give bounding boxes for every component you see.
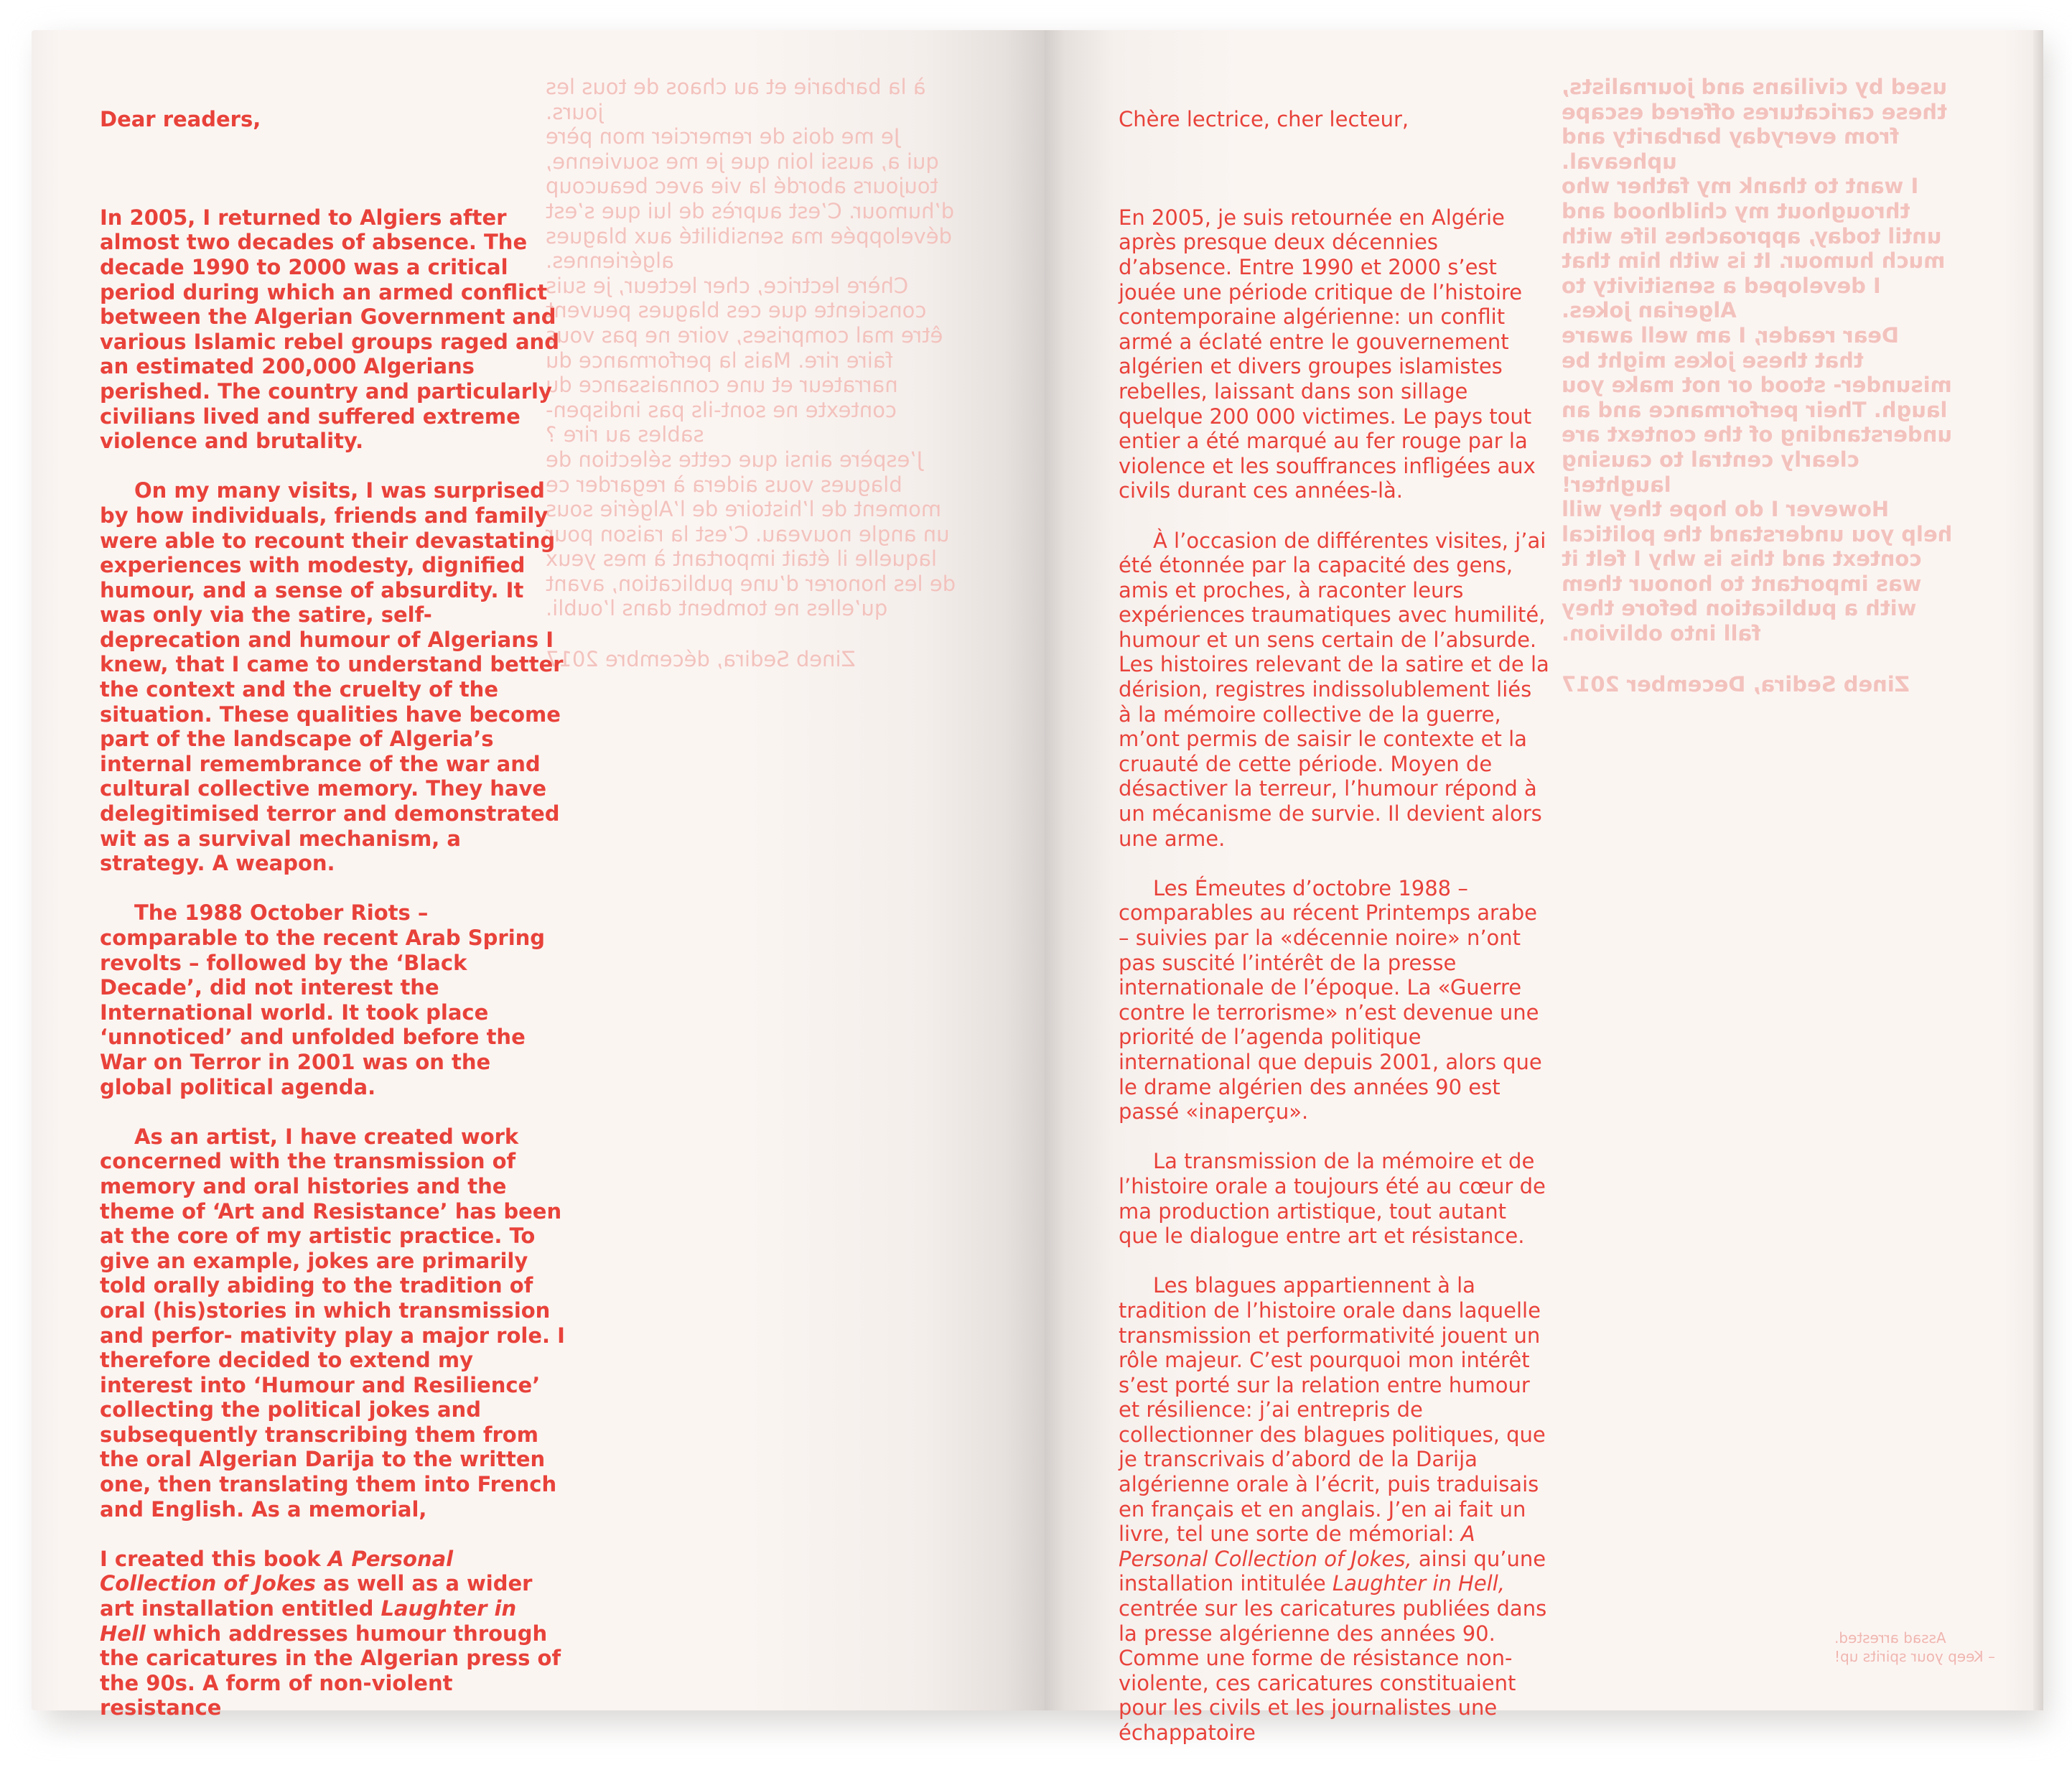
show-through-line: J’espère ainsi que cette sélection de blagues vous aidera à regarder ce moment de l’histoire de l’Algérie sous un angle nouveau. C’est la raison pour laquelle il était important à mes yeux de les honorer d’une publication, avant qu’elles ne tombent dans l’oubli. xyxy=(546,447,956,621)
english-paragraph: As an artist, I have created work concerned with the transmission of memory and oral histories and the theme of ‘Art and Resistance’ has been at the core of my artistic practice. To give an example, jokes are primarily told orally abiding to the tradition of oral (his)stories in which transmission and perfor- mativity play a major role. I therefore decided to extend my interest into ‘Humour and Resilience’ collecting the political jokes and subsequently transcribing them from the oral Algerian Darija to the written one, then translating them into French and English. As a memorial, xyxy=(100,1124,565,1522)
french-paragraph: En 2005, je suis retournée en Algérie après presque deux décennies d’absence. Entre 1990 et 2000 s’est jouée une période critique de l’histoire contemporaine algérienne: un conflit armé a éclaté entre le gouvernement algérien et divers groupes islamistes rebelles, laissant dans son sillage quelque 200 000 victimes. Le pays tout entier a été marqué au fer rouge par la violence et les souffrances infligées aux civils durant ces années-là. xyxy=(1119,205,1536,503)
english-paragraph: In 2005, I returned to Algiers after almost two decades of absence. The decade 1990 to 2000 was a critical period during which an armed conflict between the Algerian Government and various Islamic rebel groups raged and an estimated 200,000 Algerians perished. The country and particularly civilians lived and suffered extreme violence and brutality. xyxy=(100,205,559,454)
french-paragraph: À l’occasion de différentes visites, j’ai été étonnée par la capacité des gens, amis et proches, à raconter leurs expériences traumatiques avec humilité, humour et un sens certain de l’absurde. Les histoires relevant de la satire et de la dérision, registres indissolublement liés à la mémoire collective de la guerre, m’ont permis de saisir le contexte et la cruauté de cette période. Moyen de désactiver la terreur, l’humour répond à un mécanisme de survie. Il devient alors une arme. xyxy=(1119,528,1549,851)
show-through-line: I want to thank my father who throughout my childhood and until today, approaches life with much humour. It is with him that I developed a sensitivity to Algerian jokes. xyxy=(1562,174,1946,323)
footnote-line: – Keep your spirits up! xyxy=(1834,1648,1995,1665)
show-through-footnote xyxy=(1834,1629,1999,1666)
footnote-line: Assad arrested. xyxy=(1834,1629,1946,1646)
show-through-signature: Zineb Sedira, décembre 2017 xyxy=(546,647,856,672)
right-show-through-text xyxy=(1562,75,1956,697)
english-paragraph-closing xyxy=(100,1547,566,1720)
text-run: centrée sur les caricatures publiées dans la presse algérienne des années 90. Comme une forme de résistance non-violente, ces caricatures constituaient pour les civils et les journalistes une échappatoire xyxy=(1119,1596,1547,1745)
right-page xyxy=(1045,30,2043,1745)
french-paragraph: La transmission de la mémoire et de l’histoire orale a toujours été au cœur de ma production artistique, tout autant que le dialogue entre art et résistance. xyxy=(1119,1149,1546,1249)
text-run: I created this book xyxy=(100,1546,328,1571)
french-paragraph-closing xyxy=(1119,1273,1549,1745)
english-greeting: Dear readers, xyxy=(100,106,261,131)
show-through-line: Dear reader, I am well aware that these jokes might be misunder- stood or not make you laugh. Their performance and an understanding of the context are clearly central to causing laughter! xyxy=(1562,322,1952,497)
show-through-line: Je me dois de remercier mon père qui a, aussi loin que je me souvienne, toujours abordé la vie avec beaucoup d’humour. C’est auprès de lui que s’est développée ma sensibilité aux blagues algériennes. xyxy=(546,124,955,274)
installation-title: Laughter in Hell xyxy=(100,1596,517,1646)
show-through-line: However I do hope they will help you understand the political context and this is why I felt it was important to honour them with a publication before they fall into oblivion. xyxy=(1562,497,1953,646)
show-through-signature: Zineb Sedira, December 2017 xyxy=(1562,671,1910,697)
show-through-line: Chère lectrice, cher lecteur, je suis consciente que ces blagues peuvent être mal comprises, voire ne pas vous faire rire. Mais la performance du narrateur et une connaissance du contexte ne sont-ils pas indispen- sables au rire ? xyxy=(546,273,943,447)
book-title: A Personal Collection of Jokes, xyxy=(1119,1522,1475,1571)
english-paragraph: The 1988 October Riots – comparable to the recent Arab Spring revolts – followed by the ‘Black Decade’, did not interest the International world. It took place ‘unnoticed’ and unfolded before the War on Terror in 2001 was on the global political agenda. xyxy=(100,900,546,1099)
french-greeting: Chère lectrice, cher lecteur, xyxy=(1119,106,1409,131)
text-run: ainsi qu’une installation intitulée xyxy=(1119,1546,1546,1596)
show-through-line: used by civilians and journalists, these caricatures offered escape from everyday barbarity and upheaval. xyxy=(1562,75,1947,174)
show-through-line: à la barbarie et au chaos de tous les jours. xyxy=(546,75,926,124)
english-paragraph: On my many visits, I was surprised by how individuals, friends and family were able to recount their devastating experiences with modesty, dignified humour, and a sense of absurdity. It was only via the satire, self-deprecation and humour of Algerians I knew, that I came to understand better the context and the cruelty of the situation. These qualities have become part of the landscape of Algeria’s internal remembrance of the war and cultural collective memory. They have delegitimised terror and demonstrated wit as a survival mechanism, a strategy. A weapon. xyxy=(100,478,564,876)
left-page xyxy=(32,30,1045,1720)
text-run: Les blagues appartiennent à la tradition de l’histoire orale dans laquelle transmission et performativité jouent un rôle majeur. C’est pourquoi mon intérêt s’est porté sur la relation entre humour et résilience: j’ai entrepris de collectionner des blagues politiques, que je transcrivais d’abord de la Darija algérienne orale à l’écrit, puis traduisais en français et en anglais. J’en ai fait un livre, tel une sorte de mémorial: xyxy=(1119,1273,1546,1547)
french-paragraph: Les Émeutes d’octobre 1988 – comparables au récent Printemps arabe – suivies par la «décennie noire» n’ont pas suscité l’intérêt de la presse internationale de l’époque. La «Guerre contre le terrorisme» n’est devenue une priorité de l’agenda politique international que depuis 2001, alors que le drame algérien des années 90 est passé «inaperçu». xyxy=(1119,875,1542,1124)
installation-title: Laughter in Hell, xyxy=(1332,1571,1506,1596)
left-show-through-text xyxy=(546,75,962,672)
text-run: as well as a wider art installation entitled xyxy=(100,1571,533,1621)
text-run: which addresses humour through the caricatures in the Algerian press of the 90s. A form of non-violent resistance xyxy=(100,1621,561,1720)
book-title: A Personal Collection of Jokes xyxy=(100,1546,454,1596)
english-letter xyxy=(100,82,566,1746)
french-letter xyxy=(1119,82,1549,1770)
